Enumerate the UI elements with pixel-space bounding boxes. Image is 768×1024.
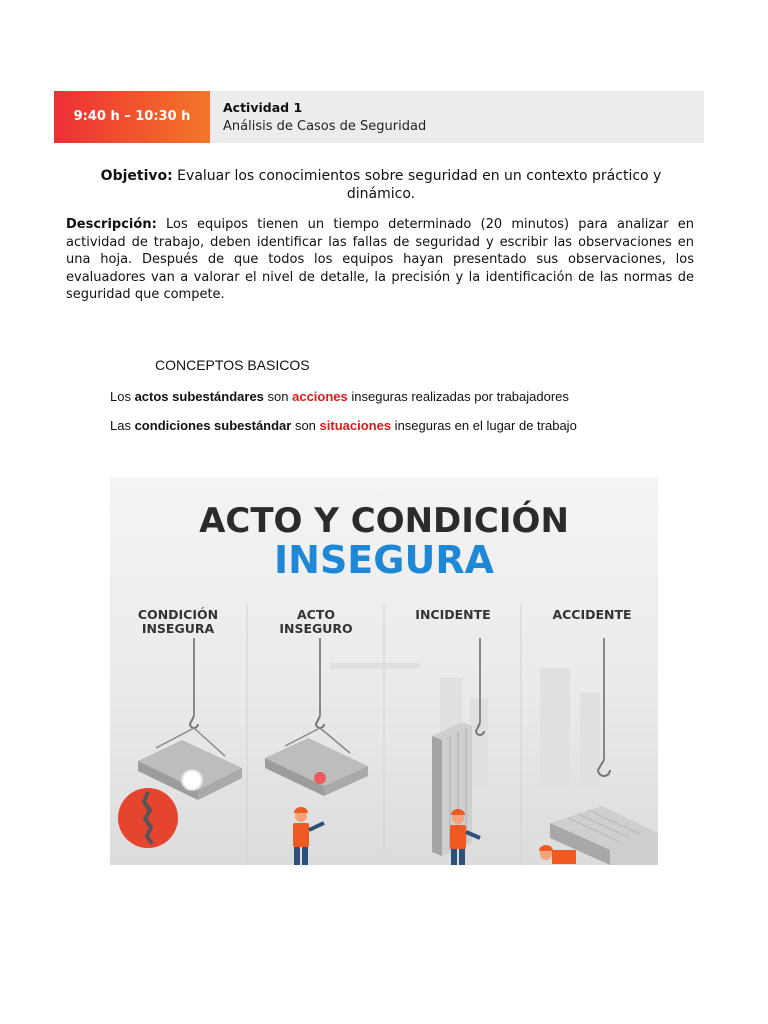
line1-highlight: acciones [292, 389, 348, 404]
line2-c: son [291, 418, 320, 433]
infographic-title-line2: INSEGURA [274, 538, 494, 582]
time-badge: 9:40 h – 10:30 h [54, 91, 210, 143]
line2-e: inseguras en el lugar de trabajo [391, 418, 577, 433]
line2-term: condiciones subestándar [134, 418, 292, 433]
column-2-label-line2: INSEGURO [279, 621, 353, 636]
concepts-heading: CONCEPTOS BASICOS [155, 357, 310, 373]
line2-a: Las [110, 418, 135, 433]
concept-line-conditions [110, 418, 577, 433]
line2-highlight: situaciones [319, 418, 392, 433]
column-3-label-line1: INCIDENTE [415, 607, 491, 622]
column-1-label-line1: CONDICIÓN [137, 607, 219, 622]
safety-infographic [110, 478, 658, 865]
line1-a: Los [110, 389, 135, 404]
activity-banner [54, 91, 704, 143]
concept-line-acts [110, 389, 569, 404]
column-2-label-line1: ACTO [296, 607, 336, 622]
objective-paragraph [66, 167, 696, 203]
line1-term: actos subestándares [134, 389, 264, 404]
infographic-title-line1: ACTO Y CONDICIÓN [199, 501, 569, 541]
description-label: Descripción: [66, 217, 157, 232]
activity-title: Actividad 1 [223, 100, 303, 115]
description-text: Los equipos tienen un tiempo determinado (20 minutos) para analizar en actividad de trabajo, deben identificar las fallas de seguridad y escribir las observaciones en una hoja. Después de que todos los equipos hayan presentado sus observaciones, los evaluadores van a valorar el nivel de detalle, la precisión y la identificación de las normas de seguridad que compete. [66, 217, 694, 302]
description-paragraph [66, 216, 694, 304]
column-1-label-line2: INSEGURA [141, 621, 215, 636]
line1-c: son [263, 389, 293, 404]
activity-subtitle: Análisis de Casos de Seguridad [223, 119, 427, 134]
objective-label: Objetivo: [100, 168, 173, 184]
column-4-label-line1: ACCIDENTE [552, 607, 632, 622]
line1-e: inseguras realizadas por trabajadores [347, 389, 569, 404]
objective-text: Evaluar los conocimientos sobre seguridad en un contexto práctico y dinámico. [172, 168, 662, 202]
